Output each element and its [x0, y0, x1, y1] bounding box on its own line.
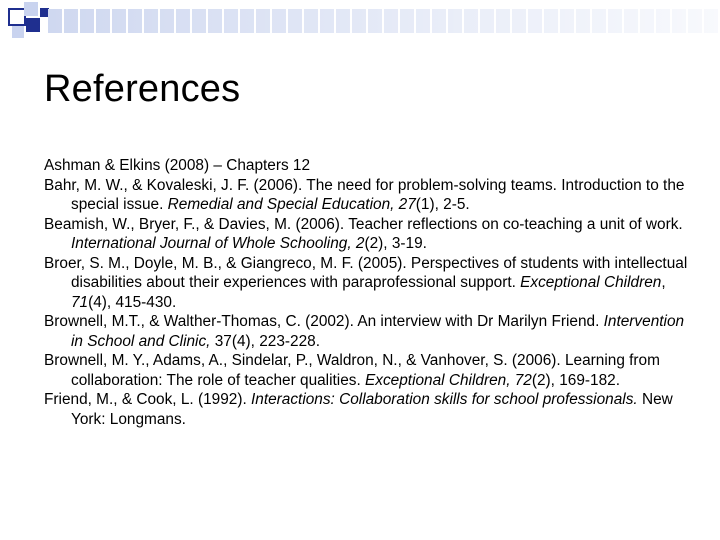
reference-entry [44, 176, 694, 215]
reference-text: New York: Longmans. [71, 391, 673, 428]
reference-text: Bahr, M. W., & Kovaleski, J. F. (2006). The need for problem-solving teams. Introduction to the special issue. [44, 176, 685, 213]
reference-text: (2), 3-19. [364, 235, 427, 252]
reference-text: Beamish, W., Bryer, F., & Davies, M. (2006). Teacher reflections on co-teaching a unit of work. [44, 215, 683, 233]
reference-text: Brownell, M.T., & Walther-Thomas, C. (2002). An interview with Dr Marilyn Friend. [44, 313, 604, 330]
deco-square-light-2 [12, 26, 24, 38]
reference-list [44, 156, 694, 429]
reference-text: Brownell, M. Y., Adams, A., Sindelar, P., Waldron, N., & Vanhover, S. (2006). Learning from collaboration: The role of teacher qualities. [44, 352, 660, 389]
reference-italic-text: Remedial and Special Education, 27 [167, 196, 416, 213]
reference-entry [44, 254, 694, 313]
deco-square-dark [26, 18, 40, 32]
reference-text: (1), 2-5. [415, 196, 470, 213]
reference-italic-text: Exceptional Children [520, 274, 662, 291]
reference-italic-text: 71 [71, 293, 89, 311]
reference-text: (4), 415-430. [88, 293, 177, 311]
reference-entry [44, 390, 694, 429]
reference-italic-text: Interactions: Collaboration skills for school professionals. [251, 391, 638, 408]
reference-entry [44, 351, 694, 390]
reference-text: , [661, 274, 666, 291]
reference-italic-text: Intervention in School and Clinic, [71, 313, 685, 350]
slide-title: References [44, 68, 241, 110]
reference-text: Broer, S. M., Doyle, M. B., & Giangreco, M. F. (2005). Perspectives of students with intellectual disabilities about their experiences with paraprofessional support. [44, 254, 688, 291]
reference-italic-text: Exceptional Children, 72 [365, 371, 532, 389]
reference-italic-text: International Journal of Whole Schooling, 2 [71, 235, 365, 252]
reference-text: (2), 169-182. [531, 371, 620, 389]
reference-entry [44, 215, 694, 254]
reference-text: 37(4), 223-228. [210, 332, 320, 350]
reference-text: Friend, M., & Cook, L. (1992). [44, 391, 251, 408]
reference-text: Ashman & Elkins (2008) – Chapters 12 [44, 157, 311, 174]
reference-entry [44, 156, 694, 176]
reference-entry [44, 312, 694, 351]
deco-square-light [24, 2, 38, 16]
header-bar-fade [48, 9, 720, 33]
